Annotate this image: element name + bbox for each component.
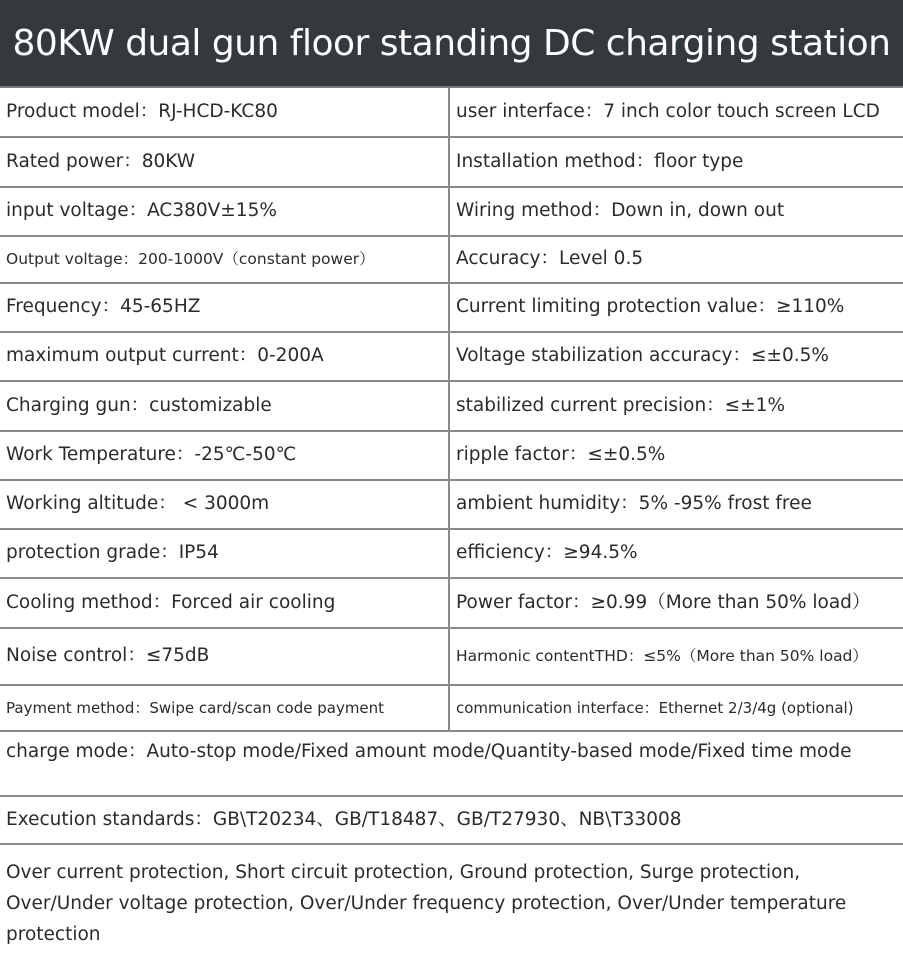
- spec-cell: user interface：7 inch color touch screen LCD: [456, 100, 880, 122]
- spec-cell: Output voltage：200-1000V（constant power）: [0, 237, 450, 282]
- table-row: [0, 481, 903, 530]
- spec-cell: Wiring method：Down in, down out: [456, 200, 785, 222]
- spec-cell: Harmonic contentTHD：≤5%（More than 50% load）: [456, 647, 868, 666]
- spec-cell: efficiency：≥94.5%: [456, 542, 638, 564]
- table-row: [0, 732, 903, 797]
- charge-mode-cell: charge mode：Auto-stop mode/Fixed amount mode/Quantity-based mode/Fixed time mode: [6, 741, 852, 762]
- table-row: [0, 845, 903, 957]
- spec-cell: Work Temperature：-25℃-50℃: [0, 432, 450, 479]
- title-banner: [0, 0, 903, 86]
- spec-cell: Rated power：80KW: [0, 138, 450, 186]
- spec-cell: Cooling method：Forced air cooling: [0, 579, 450, 627]
- table-row: [0, 530, 903, 579]
- spec-cell: protection grade：IP54: [0, 530, 450, 577]
- table-row: [0, 284, 903, 333]
- page-title: 80KW dual gun floor standing DC charging station: [12, 22, 891, 64]
- spec-cell: communication interface：Ethernet 2/3/4g (optional): [456, 699, 854, 717]
- spec-cell: Payment method：Swipe card/scan code payment: [0, 686, 450, 730]
- spec-cell: Accuracy：Level 0.5: [456, 248, 644, 270]
- table-row: [0, 88, 903, 138]
- spec-cell: Power factor：≥0.99（More than 50% load）: [456, 591, 871, 613]
- table-row: [0, 188, 903, 237]
- spec-cell: Noise control：≤75dB: [0, 629, 450, 684]
- table-row: [0, 629, 903, 686]
- table-row: [0, 686, 903, 732]
- table-row: [0, 797, 903, 845]
- table-row: [0, 138, 903, 188]
- spec-cell: ambient humidity：5% -95% frost free: [456, 493, 812, 515]
- spec-cell: Installation method：floor type: [456, 150, 744, 172]
- spec-cell: stabilized current precision：≤±1%: [456, 394, 786, 416]
- spec-cell: ripple factor：≤±0.5%: [456, 444, 666, 466]
- spec-cell: Working altitude： < 3000m: [0, 481, 450, 528]
- spec-cell: Frequency：45-65HZ: [0, 284, 450, 331]
- spec-cell: input voltage：AC380V±15%: [0, 188, 450, 235]
- table-row: [0, 333, 903, 382]
- table-row: [0, 237, 903, 284]
- spec-table: [0, 86, 903, 957]
- protections-cell: Over current protection, Short circuit protection, Ground protection, Surge protection, Over/Under voltage protection, Over/Under frequency protection, Over/Under temperature protection: [6, 862, 847, 945]
- spec-cell: Current limiting protection value：≥110%: [456, 296, 845, 318]
- spec-cell: Voltage stabilization accuracy：≤±0.5%: [456, 345, 829, 367]
- spec-cell: Product model：RJ-HCD-KC80: [0, 88, 450, 136]
- execution-standards-cell: Execution standards：GB\T20234、GB/T18487、GB/T27930、NB\T33008: [6, 808, 682, 830]
- table-row: [0, 432, 903, 481]
- spec-cell: Charging gun：customizable: [0, 382, 450, 430]
- table-row: [0, 382, 903, 432]
- spec-cell: maximum output current：0-200A: [0, 333, 450, 380]
- table-row: [0, 579, 903, 629]
